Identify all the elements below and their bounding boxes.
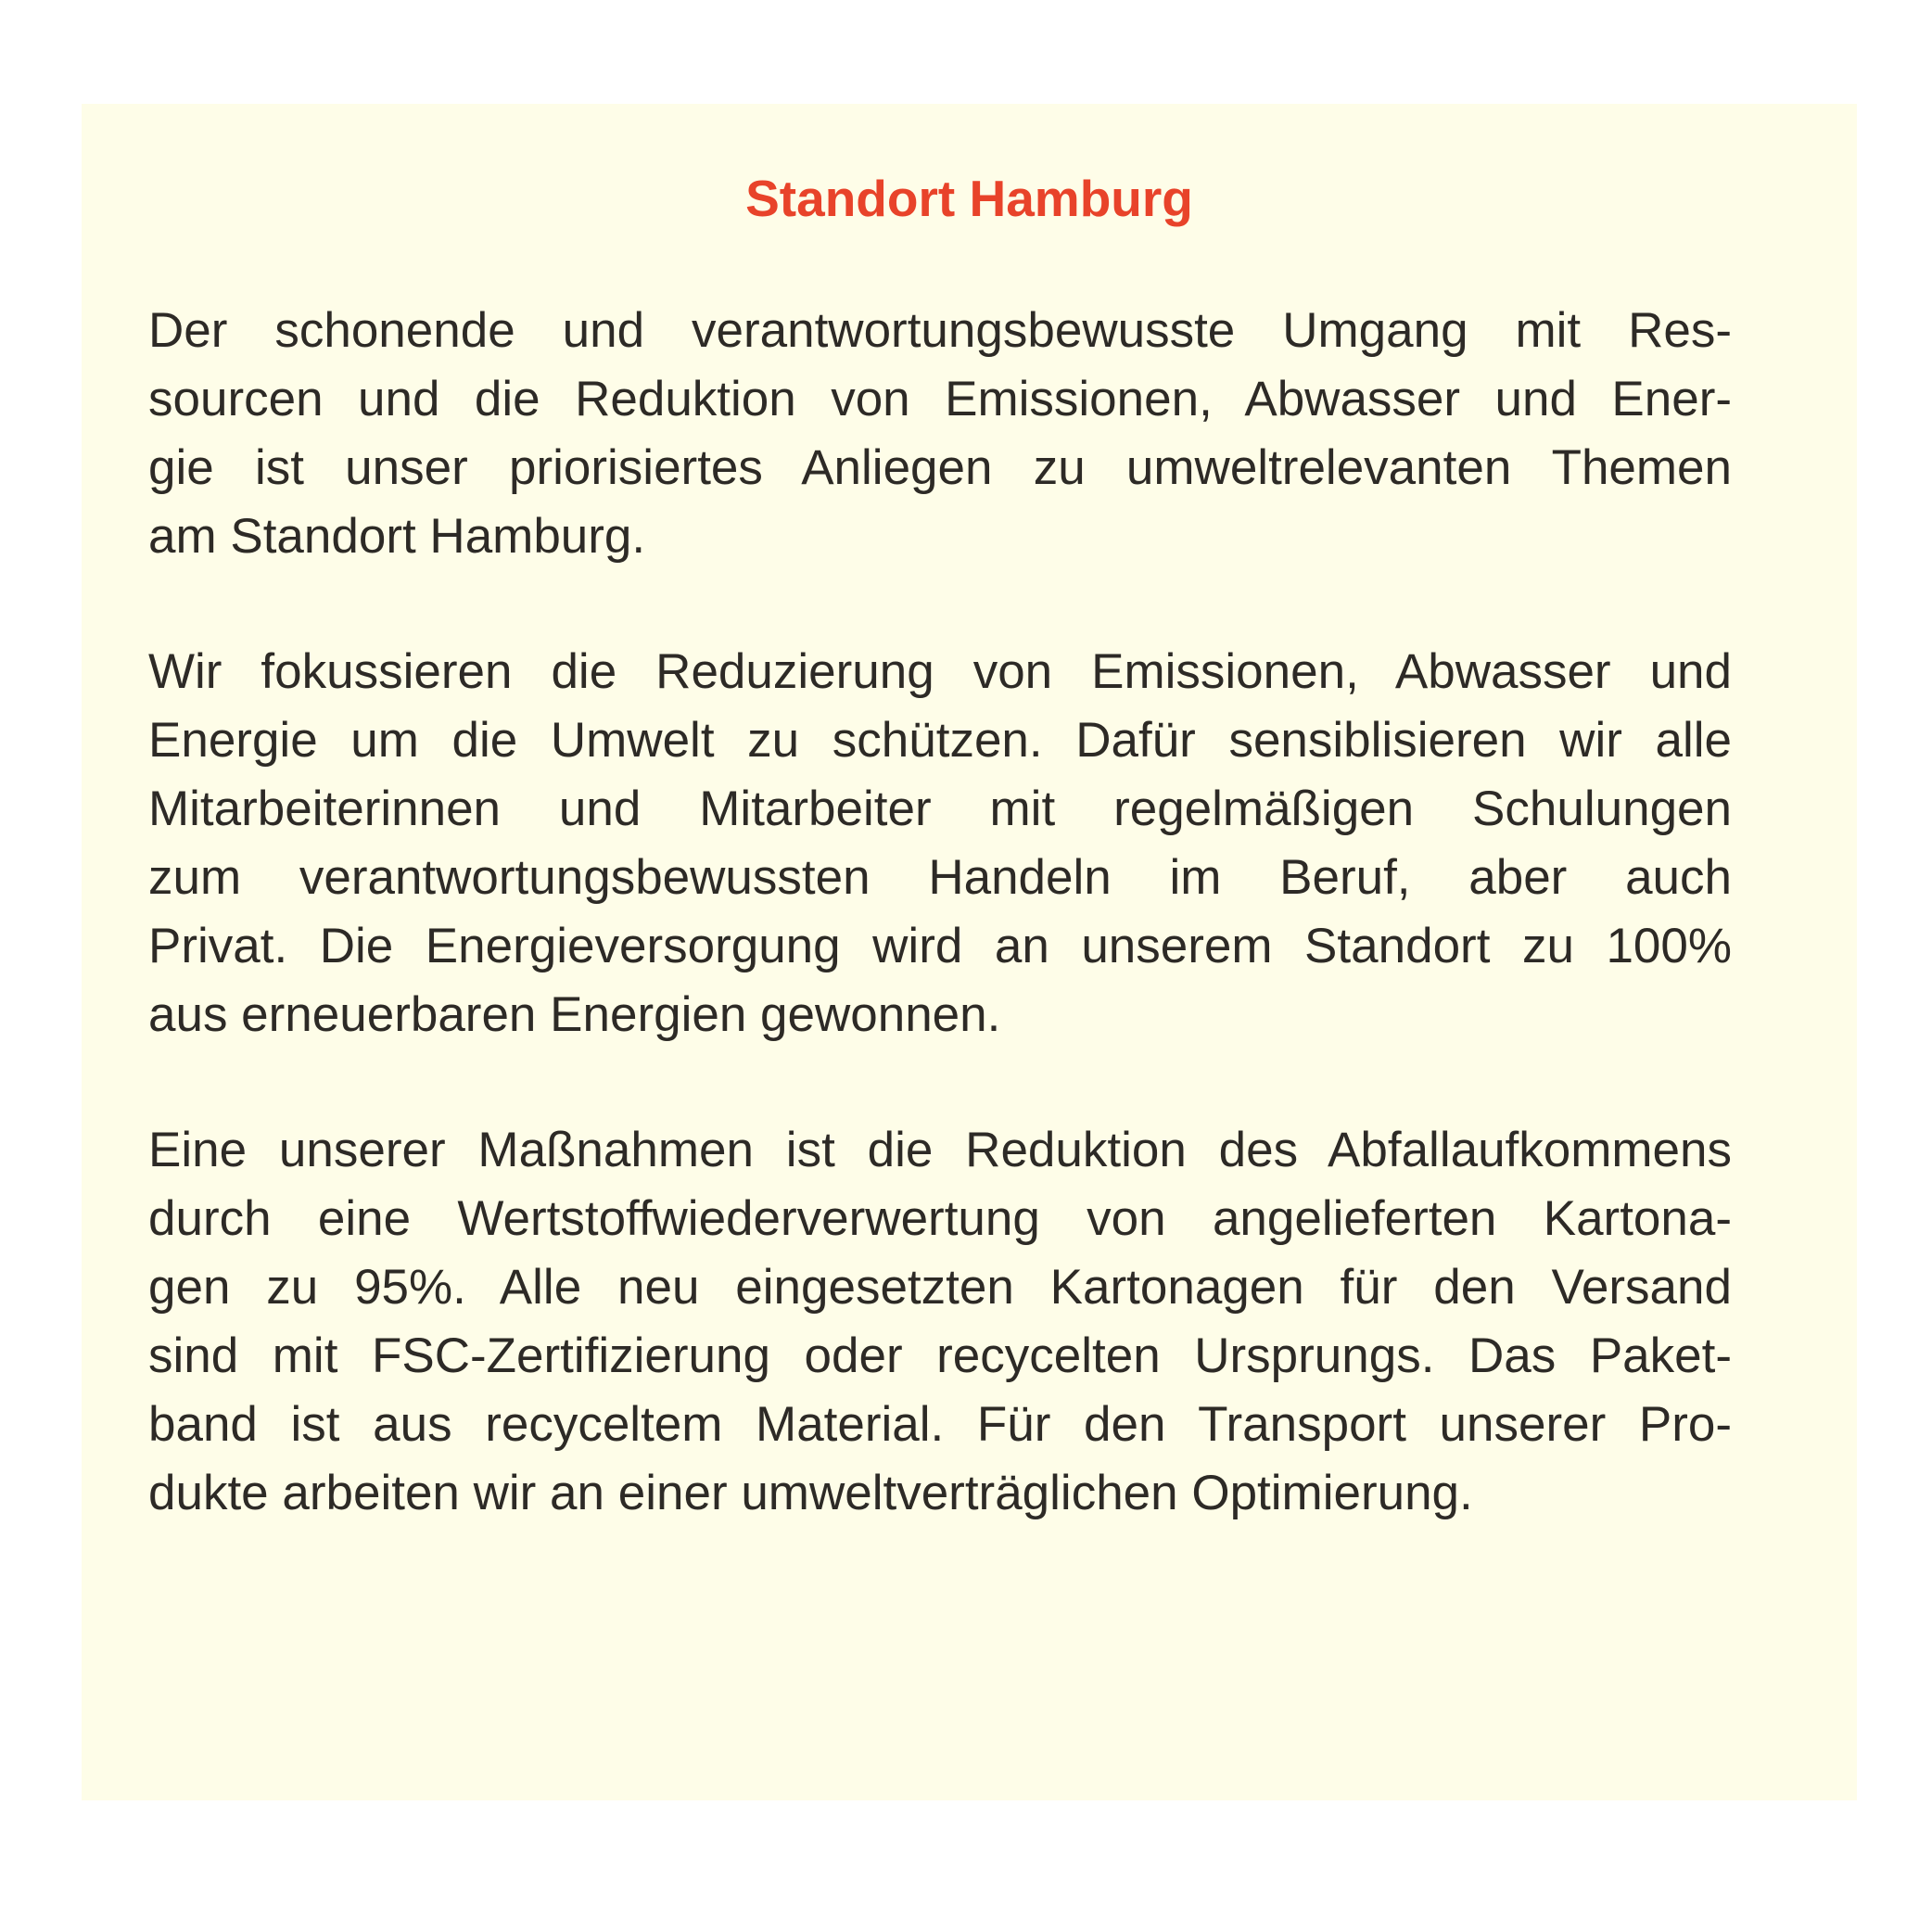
text-line: gie ist unser priorisiertes Anliegen zu umweltrelevanten Themen [148,440,1732,495]
text-line: gen zu 95%. Alle neu eingesetzten Kartonagen für den Versand [148,1260,1732,1315]
text-line: sind mit FSC-Zertifizierung oder recycelten Ursprungs. Das Paket- [148,1328,1732,1383]
text-line: Mitarbeiterinnen und Mitarbeiter mit regelmäßigen Schulungen [148,782,1732,836]
text-line: Eine unserer Maßnahmen ist die Reduktion des Abfallaufkommens [148,1123,1732,1177]
text-line: durch eine Wertstoffwiederverwertung von angelieferten Kartona- [148,1191,1732,1246]
text-line: Energie um die Umwelt zu schützen. Dafür sensiblisieren wir alle [148,713,1732,768]
page-title: Standort Hamburg [745,170,1193,227]
paragraph-measures [148,1116,1732,1528]
text-line: sourcen und die Reduktion von Emissionen, Abwasser und Ener- [148,372,1732,426]
paragraph-intro [148,297,1732,571]
text-line: dukte arbeiten wir an einer umweltverträglichen Optimierung. [148,1466,1473,1520]
text-line: aus erneuerbaren Energien gewonnen. [148,987,1001,1042]
text-line: Wir fokussieren die Reduzierung von Emissionen, Abwasser und [148,644,1732,699]
text-line: band ist aus recyceltem Material. Für den Transport unserer Pro- [148,1397,1732,1452]
paragraph-focus [148,638,1732,1049]
text-line: Der schonende und verantwortungsbewusste Umgang mit Res- [148,303,1732,358]
body-text [148,297,1732,1595]
text-line: zum verantwortungsbewussten Handeln im Beruf, aber auch [148,850,1732,905]
text-line: am Standort Hamburg. [148,509,646,564]
text-line: Privat. Die Energieversorgung wird an unserem Standort zu 100% [148,919,1732,973]
content-panel [82,104,1857,1800]
